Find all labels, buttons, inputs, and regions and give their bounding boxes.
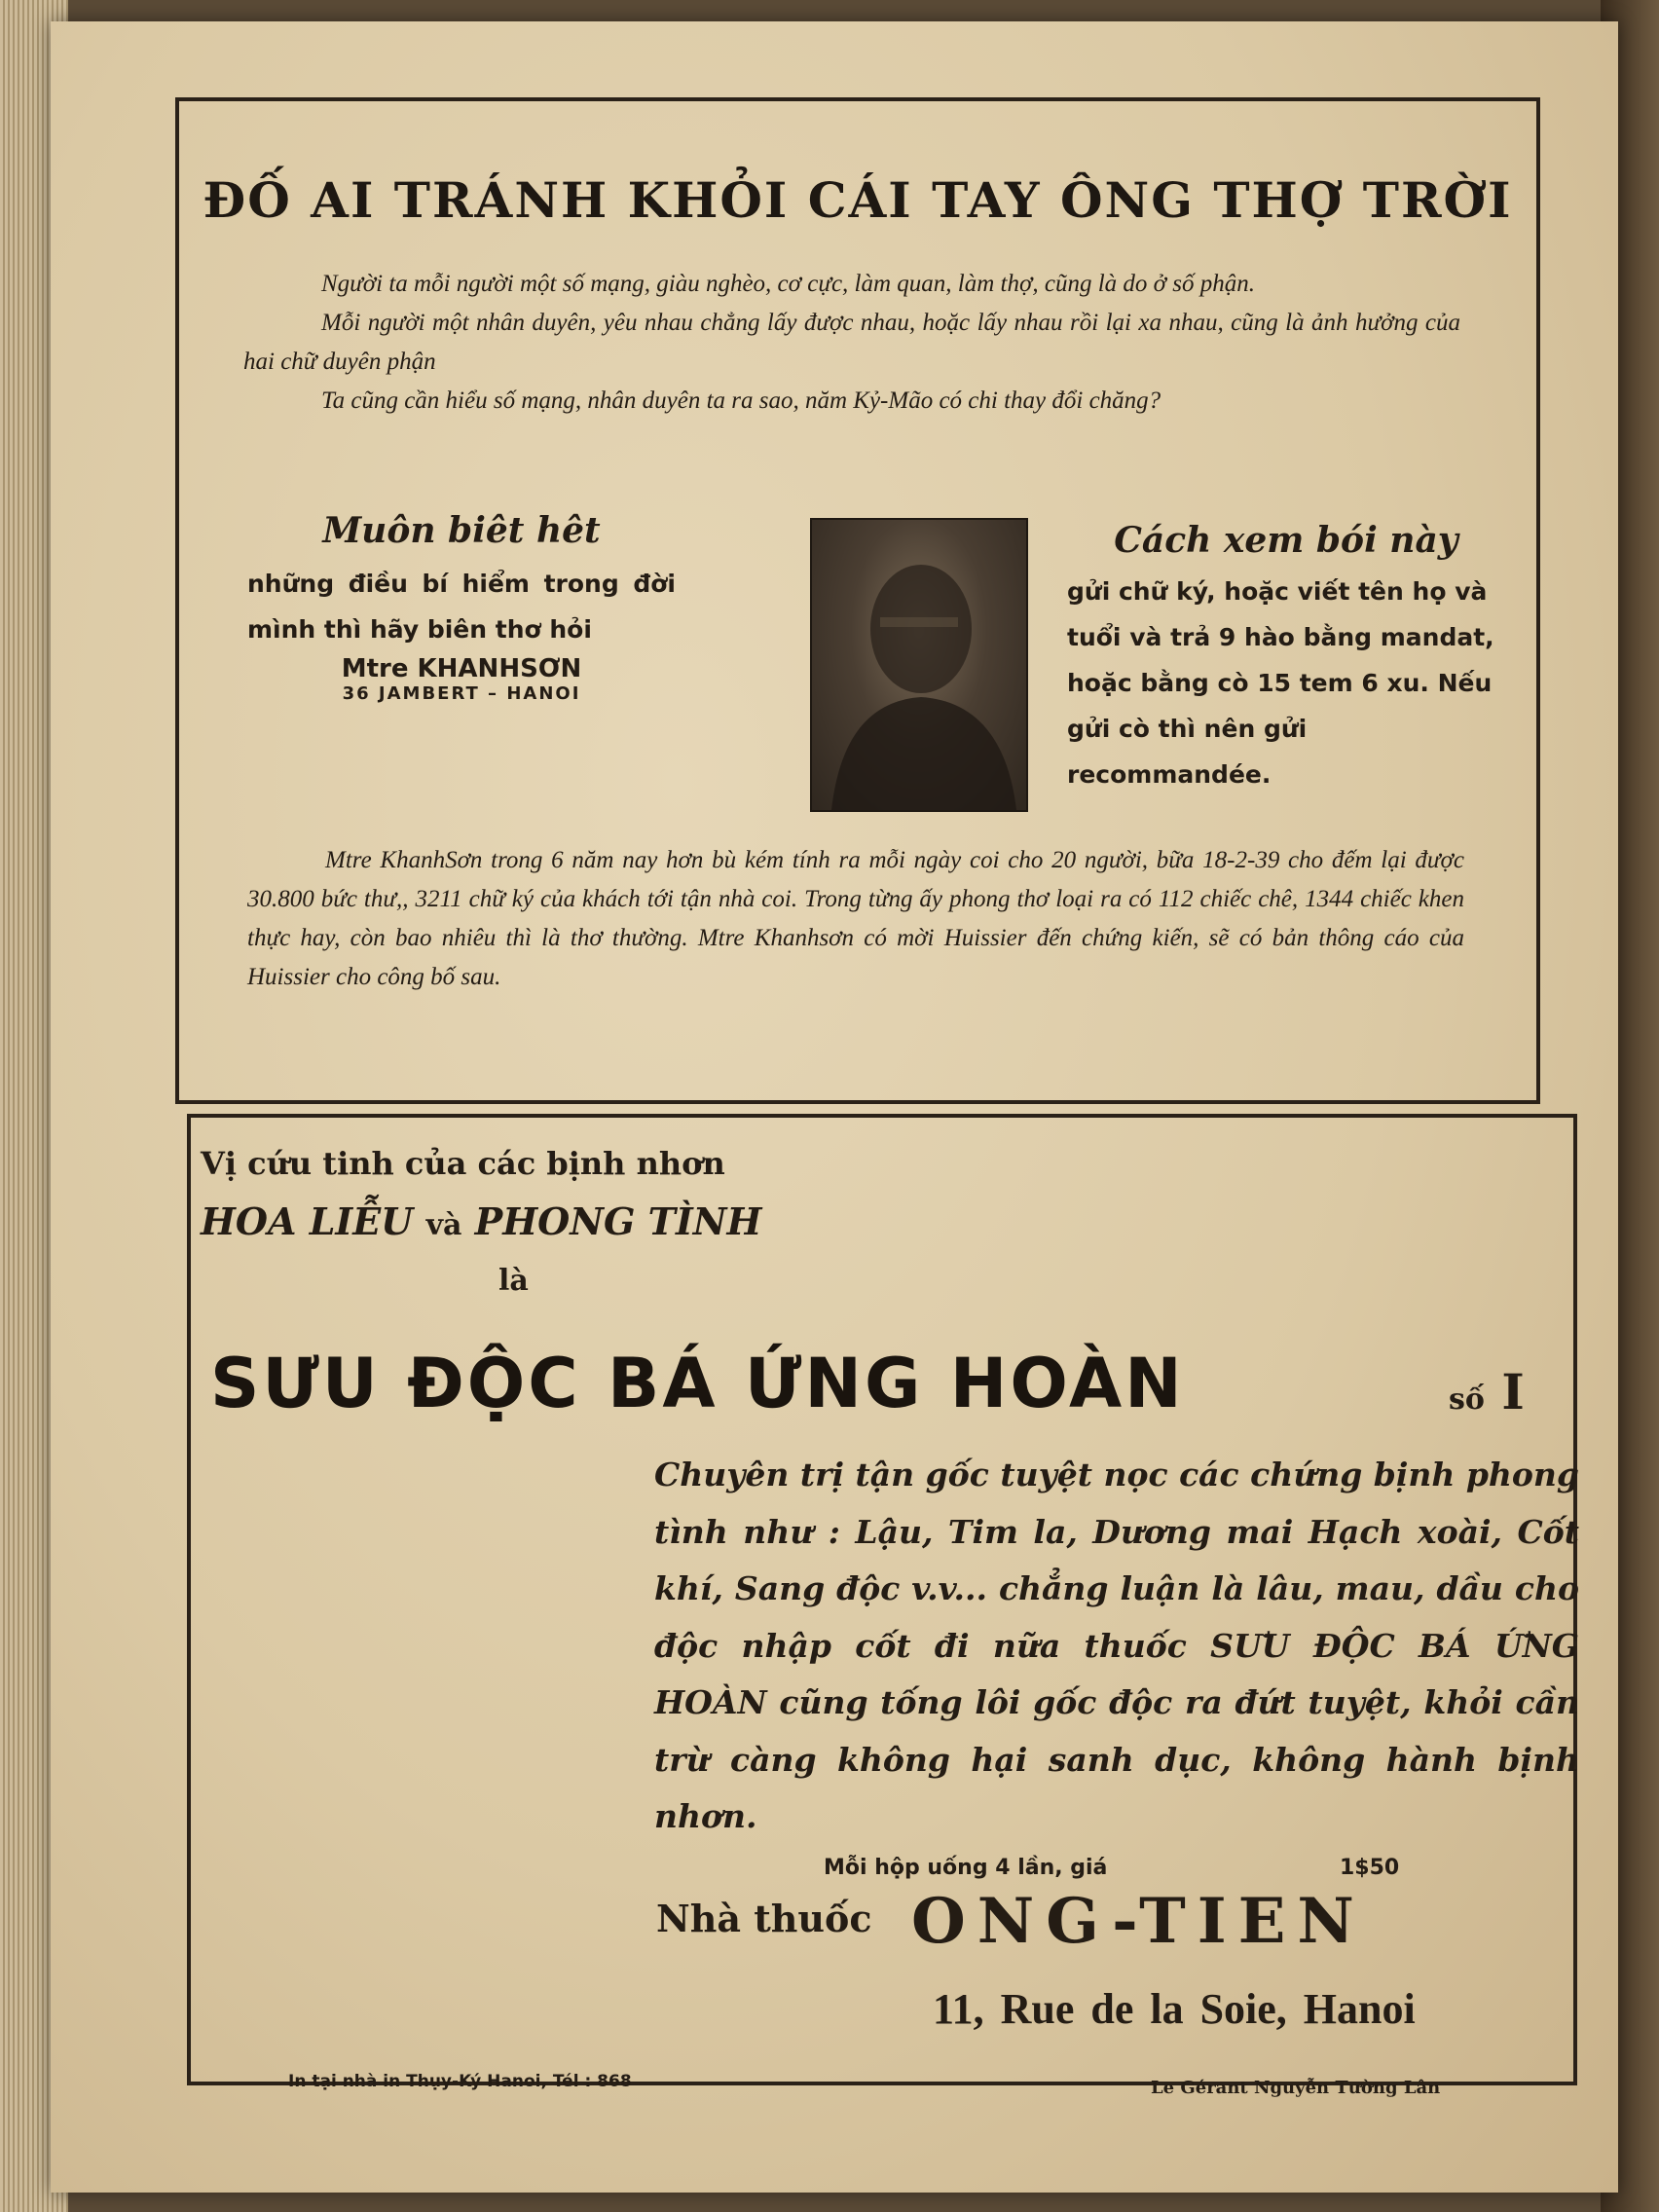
ad1-left-heading: Muôn biêt hêt bbox=[322, 510, 601, 551]
product-name: SƯU ĐỘC BÁ ỨNG HOÀN bbox=[210, 1344, 1185, 1423]
ad2-disease-2: PHONG TÌNH bbox=[474, 1199, 762, 1243]
ad1-statistics bbox=[247, 841, 1464, 997]
pharmacy-prefix: Nhà thuốc bbox=[656, 1897, 872, 1940]
ad1-right-heading: Cách xem bói này bbox=[1114, 520, 1458, 561]
ad2-tagline: Vị cứu tinh của các bịnh nhơn bbox=[201, 1145, 725, 1182]
ad1-signature-address: 36 JAMBERT – HANOI bbox=[342, 683, 581, 704]
ad2-diseases bbox=[201, 1199, 761, 1243]
newspaper-page bbox=[51, 21, 1618, 2193]
ad1-right-column bbox=[1067, 520, 1505, 797]
ad2-is: là bbox=[498, 1264, 529, 1298]
ad1-intro-paragraph: Ta cũng cần hiểu số mạng, nhân duyên ta ra sao, năm Kỷ-Mão có chi thay đổi chăng? bbox=[321, 387, 1161, 414]
pharmacy-name: ONG-TIEN bbox=[911, 1885, 1366, 1958]
dosage-text: Mỗi hộp uống 4 lần, giá bbox=[824, 1856, 1108, 1880]
product-number bbox=[1449, 1363, 1525, 1420]
ad1-signature: Mtre KHANHSƠN bbox=[341, 654, 582, 683]
product-description: Chuyên trị tận gốc tuyệt nọc các chứng bịnh phong tình như : Lậu, Tim la, Dương mai Hạch xoài, Cốt khí, Sang độc v.v... chẳng luận là lâu, mau, dầu cho độc nhập cốt đi nữa thuốc SƯU ĐỘC BÁ ỨNG HOÀN cũng tống lôi gốc độc ra đứt tuyệt, khỏi cần trừ càng không hại sanh dục, không hành bịnh nhơn. bbox=[654, 1456, 1579, 1835]
portrait-silhouette-icon bbox=[812, 520, 1026, 810]
ad1-left-column bbox=[247, 510, 676, 704]
pharmacy-address: 11, Rue de la Soie, Hanoi bbox=[933, 1985, 1416, 2033]
ad1-intro-paragraph: Người ta mỗi người một số mạng, giàu nghèo, cơ cực, làm quan, làm thợ, cũng là do ở số phận. bbox=[321, 271, 1255, 297]
ad2-conjunction: và bbox=[425, 1208, 462, 1242]
price-text: 1$50 bbox=[1340, 1856, 1400, 1880]
ad2-disease-1: HOA LIỄU bbox=[201, 1199, 414, 1243]
printer-credit: In tại nhà in Thụy-Ký Hanoi, Tél : 868 bbox=[288, 2072, 632, 2091]
ad1-left-body: những điều bí hiểm trong đời mình thì hãy biên thơ hỏi bbox=[247, 570, 676, 644]
fortune-teller-advertisement bbox=[175, 97, 1540, 1104]
ad1-statistics-paragraph: Mtre KhanhSơn trong 6 năm nay hơn bù kém tính ra mỗi ngày coi cho 20 người, bữa 18-2-39 cho đếm lại được 30.800 bức thư,, 3211 chữ ký của khách tới tận nhà coi. Trong từng ấy phong thơ loại ra có 112 chiếc chê, 1344 chiếc khen thực hay, còn bao nhiêu thì là thơ thường. Mtre Khanhsơn có mời Huissier đến chứng kiến, sẽ có bản thông cáo của Huissier cho công bố sau. bbox=[247, 847, 1464, 990]
product-number-value: I bbox=[1501, 1363, 1525, 1420]
manager-credit: Le Gérant Nguyễn Tường Lân bbox=[1151, 2078, 1441, 2098]
ad1-right-body: gửi chữ ký, hoặc viết tên họ và tuổi và trả 9 hào bằng mandat, hoặc bằng cò 15 tem 6 xu. Nếu gửi cò thì nên gửi recommandée. bbox=[1067, 577, 1494, 789]
ad1-headline: ĐỐ AI TRÁNH KHỎI CÁI TAY ÔNG THỢ TRỜI bbox=[203, 171, 1513, 229]
ad1-intro bbox=[243, 265, 1460, 421]
ad1-intro-paragraph: Mỗi người một nhân duyên, yêu nhau chẳng lấy được nhau, hoặc lấy nhau rồi lại xa nhau, cũng là ảnh hưởng của hai chữ duyên phận bbox=[243, 310, 1460, 375]
portrait-photo bbox=[810, 518, 1028, 812]
medicine-advertisement bbox=[187, 1114, 1577, 2085]
product-number-label: số bbox=[1449, 1382, 1485, 1417]
